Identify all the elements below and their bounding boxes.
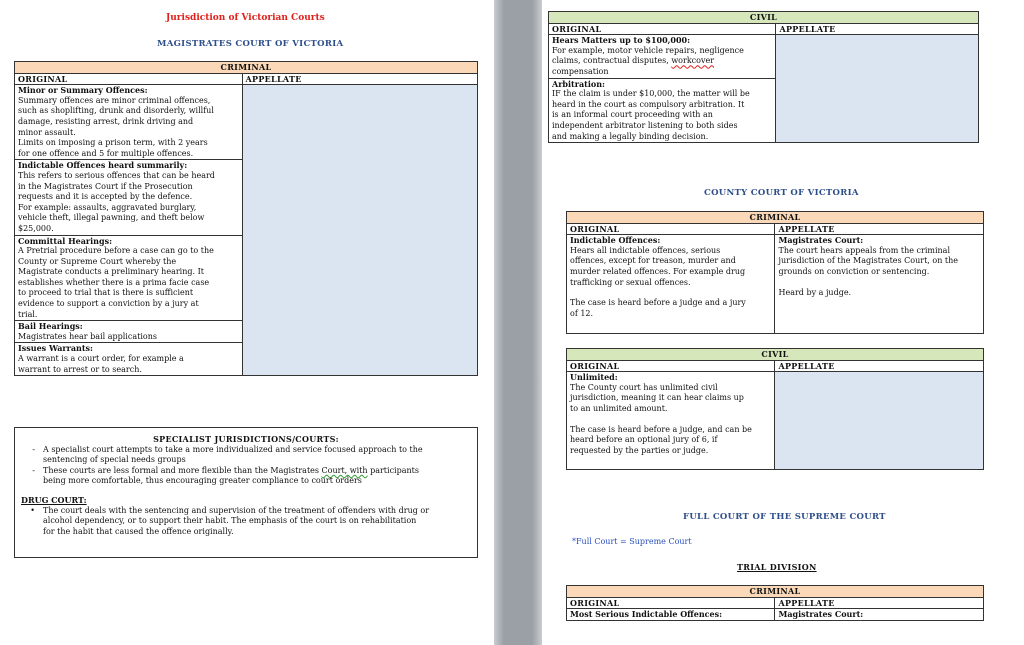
column-original: ORIGINAL — [567, 597, 775, 609]
magistrates-criminal-table — [14, 61, 478, 376]
row-line: and making a legally binding decision. — [552, 131, 709, 141]
row-indictable-summarily — [15, 160, 243, 235]
column-appellate: APPELLATE — [775, 597, 984, 609]
row-most-serious-offences: Most Serious Indictable Offences: — [567, 609, 775, 621]
column-original: ORIGINAL — [567, 360, 775, 372]
row-minor-offences — [15, 85, 243, 160]
row-magistrates-appeal: Magistrates Court: — [775, 609, 984, 621]
row-line: warrant to arrest or to search. — [18, 364, 142, 374]
bullet-dash: - — [32, 444, 35, 454]
row-heading: Minor or Summary Offences: — [18, 85, 148, 96]
row-line: Heard by a judge. — [778, 287, 852, 297]
drug-court-line: alcohol dependency, or to support their habit. The emphasis of the court is on rehabilitation — [43, 516, 417, 526]
bullet-dash: - — [32, 465, 35, 475]
row-unlimited — [567, 372, 775, 470]
specialist-heading: SPECIALIST JURISDICTIONS/COURTS: — [153, 434, 339, 444]
row-line: heard in the court as compulsory arbitration. It — [552, 99, 745, 109]
row-line: minor assault. — [18, 127, 76, 137]
row-line: This refers to serious offences that can be heard — [18, 170, 215, 180]
table-header-civil: CIVIL — [549, 12, 979, 24]
row-magistrates-appeal — [775, 235, 984, 334]
column-original: ORIGINAL — [549, 23, 776, 35]
row-line: Magistrate conducts a preliminary hearing. It — [18, 267, 204, 277]
row-line: vehicle theft, illegal pawning, and theft below — [18, 213, 205, 223]
row-line: For example: assaults, aggravated burglary, — [18, 202, 197, 212]
row-line: The County court has unlimited civil — [570, 382, 718, 392]
row-line: is an informal court proceeding with an — [552, 110, 713, 120]
spelling-flag[interactable]: workcover — [671, 56, 715, 66]
line-part: claims, contractual disputes, — [552, 56, 672, 66]
column-appellate: APPELLATE — [775, 223, 984, 235]
row-matters-100000 — [549, 35, 776, 78]
row-line: to an unlimited amount. — [570, 403, 668, 413]
row-line: Limits on imposing a prison term, with 2 years — [18, 138, 208, 148]
row-line: County or Supreme Court whereby the — [18, 256, 177, 266]
row-line: murder related offences. For example drug — [570, 266, 746, 276]
specialist-line: being more comfortable, thus encouraging greater compliance to court orders — [43, 476, 362, 486]
row-line: requested by the parties or judge. — [570, 445, 709, 455]
row-line: The court hears appeals from the criminal — [778, 245, 950, 255]
column-appellate: APPELLATE — [775, 360, 984, 372]
column-appellate: APPELLATE — [242, 73, 478, 85]
table-header-criminal: CRIMINAL — [567, 212, 984, 224]
county-court-heading: COUNTY COURT OF VICTORIA — [704, 188, 859, 198]
row-line: in the Magistrates Court if the Prosecution — [18, 181, 193, 191]
row-line: $25,000. — [18, 223, 54, 233]
row-line: offences, except for treason, murder and — [570, 256, 736, 266]
row-heading: Arbitration: — [552, 78, 605, 89]
row-line: damage, resisting arrest, drink driving and — [18, 116, 194, 126]
row-line: jurisdiction, meaning it can hear claims up — [570, 393, 744, 403]
appellate-empty-cell — [776, 35, 979, 143]
row-line: of 12. — [570, 308, 594, 318]
line-part: These courts are less formal and more flexible than the Magistrates — [43, 465, 319, 475]
row-heading: Committal Hearings: — [18, 235, 113, 246]
row-line: trafficking or sexual offences. — [570, 277, 691, 287]
grammar-flag[interactable]: Court, with — [321, 465, 368, 475]
row-heading: Indictable Offences heard summarily: — [18, 160, 188, 171]
county-civil-table — [566, 348, 984, 470]
specialist-line: sentencing of special needs groups — [43, 455, 186, 465]
row-issues-warrants — [15, 343, 243, 376]
row-arbitration — [549, 78, 776, 143]
column-original: ORIGINAL — [567, 223, 775, 235]
specialist-line — [43, 466, 419, 477]
row-heading: Issues Warrants: — [18, 343, 93, 354]
table-header-criminal: CRIMINAL — [15, 62, 478, 74]
page-1 — [0, 0, 494, 645]
row-line: For example, motor vehicle repairs, negligence — [552, 45, 744, 55]
county-criminal-table — [566, 211, 984, 334]
row-line: independent arbitrator listening to both sides — [552, 120, 738, 130]
row-line: Summary offences are minor criminal offences, — [18, 95, 211, 105]
row-line: grounds on conviction or sentencing. — [778, 266, 930, 276]
row-heading: Unlimited: — [570, 372, 618, 383]
row-heading: Indictable Offences: — [570, 235, 661, 246]
column-appellate: APPELLATE — [776, 23, 979, 35]
row-committal-hearings — [15, 235, 243, 321]
row-line: evidence to support a conviction by a jury at — [18, 299, 199, 309]
table-header-criminal: CRIMINAL — [567, 586, 984, 598]
row-line — [552, 56, 772, 67]
page-2 — [542, 0, 1024, 645]
row-line: Hears all indictable offences, serious — [570, 245, 721, 255]
line-part: participants — [367, 465, 419, 475]
row-line: A warrant is a court order, for example a — [18, 354, 184, 364]
trial-criminal-table — [566, 585, 984, 621]
row-line: A Pretrial procedure before a case can go to the — [18, 246, 214, 256]
appellate-empty-cell — [775, 372, 984, 470]
column-original: ORIGINAL — [15, 73, 243, 85]
appellate-empty-cell — [242, 85, 478, 376]
trial-division-heading: TRIAL DIVISION — [737, 562, 817, 572]
row-line: for one offence and 5 for multiple offences. — [18, 148, 194, 158]
row-line: to proceed to trial that is there is sufficient — [18, 288, 194, 298]
full-court-note: *Full Court = Supreme Court — [572, 537, 692, 546]
row-heading: Hears Matters up to $100,000: — [552, 35, 691, 46]
document-title: Jurisdiction of Victorian Courts — [166, 13, 325, 23]
page-gutter — [494, 0, 542, 645]
drug-court-line: The court deals with the sentencing and supervision of the treatment of offenders with drug or — [43, 505, 430, 515]
row-line: The case is heard before a judge, and can be — [570, 424, 752, 434]
row-line: establishes whether there is a prima facie case — [18, 277, 210, 287]
drug-court-heading: DRUG COURT: — [21, 494, 87, 505]
magistrates-civil-table — [548, 11, 979, 143]
row-heading: Bail Hearings: — [18, 321, 83, 332]
row-line: Magistrates hear bail applications — [18, 331, 157, 341]
row-line: jurisdiction of the Magistrates Court, on the — [778, 256, 958, 266]
row-line: requests and it is accepted by the defence. — [18, 192, 193, 202]
full-court-heading: FULL COURT OF THE SUPREME COURT — [683, 512, 886, 522]
table-header-civil: CIVIL — [567, 349, 984, 361]
specialist-courts-box — [14, 427, 478, 558]
specialist-line: A specialist court attempts to take a more individualized and service focused approach to the — [43, 444, 423, 454]
row-indictable-offences — [567, 235, 775, 334]
bullet-dot: • — [30, 505, 35, 515]
row-line: such as shoplifting, drunk and disorderly, willful — [18, 106, 214, 116]
row-bail-hearings — [15, 321, 243, 343]
row-line: heard before an optional jury of 6, if — [570, 435, 718, 445]
magistrates-court-heading: MAGISTRATES COURT OF VICTORIA — [157, 39, 344, 49]
row-heading: Magistrates Court: — [778, 235, 864, 246]
row-line: The case is heard before a judge and a jury — [570, 298, 746, 308]
row-line: trial. — [18, 309, 38, 319]
row-line: IF the claim is under $10,000, the matter will be — [552, 89, 750, 99]
row-line: compensation — [552, 66, 609, 76]
drug-court-line: for the habit that caused the offence originally. — [43, 526, 234, 536]
